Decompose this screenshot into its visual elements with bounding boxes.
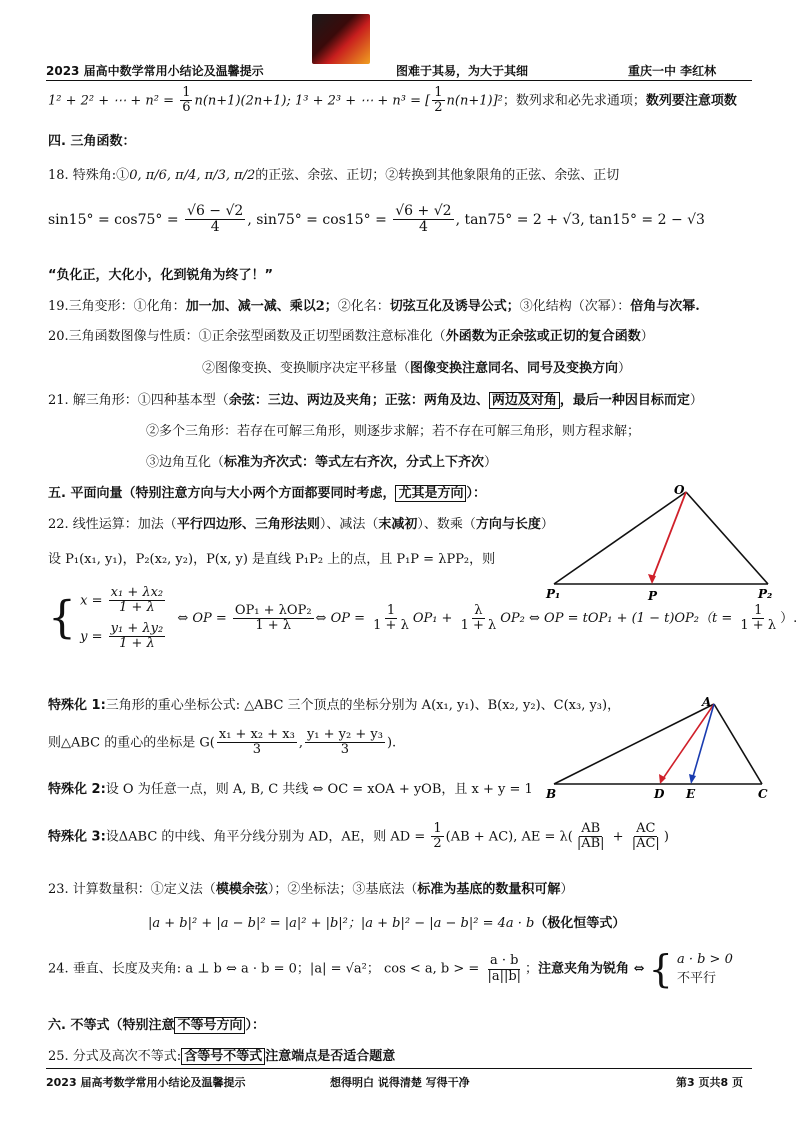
item-18-formula xyxy=(48,204,705,236)
frac-den: 1 + λ xyxy=(255,618,292,634)
header-rule xyxy=(46,80,752,81)
item-20-b: 外函数为正余弦或正切的复合函数 xyxy=(445,329,641,344)
item-19-f: 倍角与次幂. xyxy=(630,299,700,314)
special-2 xyxy=(48,778,533,797)
frac-num: √6 + √2 xyxy=(395,203,452,219)
item-20-line2 xyxy=(202,357,631,376)
item-19-c: ②化名： xyxy=(337,299,390,314)
frac-num: 1 xyxy=(434,85,443,100)
fig2-label-d: D xyxy=(654,787,665,801)
item-23-e: ） xyxy=(560,882,574,897)
fig2-label-e: E xyxy=(686,787,696,801)
formula-part: , sin75° = cos15° = xyxy=(247,211,392,228)
sum-formula-part1: 1² + 2² + ⋯ + n² = xyxy=(48,93,179,109)
item-25-b: 注意端点是否适合题意 xyxy=(265,1049,396,1064)
item-24-b: ； xyxy=(525,961,539,977)
item-22-e: ）、数乘（ xyxy=(417,517,476,532)
item-18-angles: 0, π/6, π/4, π/3, π/2 xyxy=(129,168,256,183)
sum-formula-part3: n(n+1)]² xyxy=(446,93,503,109)
system-rest: ⇔ OP = xyxy=(177,611,231,627)
figure-2 xyxy=(540,690,780,800)
item-21-a: 21. 解三角形：①四种基本型（ xyxy=(48,393,229,408)
item-22-g: ） xyxy=(540,517,554,532)
section-6-a: 六. 不等式（特别注意 xyxy=(48,1018,175,1033)
frac-den: 3 xyxy=(252,742,261,758)
frac-num: a · b xyxy=(489,953,519,969)
item-23-line1 xyxy=(48,878,573,897)
item-19-d: 切弦互化及诱导公式； xyxy=(389,299,520,314)
frac-num: 1 xyxy=(754,602,763,618)
special-1-c: , xyxy=(298,735,303,751)
frac-den: 2 xyxy=(433,836,442,852)
special-1-b: 则△ABC 的重心的坐标是 G( xyxy=(48,735,215,751)
item-21-line1 xyxy=(48,389,703,408)
item-25-boxed: 含等号不等式 xyxy=(181,1048,265,1065)
item-20-line1 xyxy=(48,325,654,344)
fig1-label-p2: P₂ xyxy=(758,587,773,601)
section-6-heading xyxy=(48,1014,265,1033)
fig2-label-b: B xyxy=(546,787,557,801)
frac-den: 2 xyxy=(434,100,443,116)
item-19-e: ③化结构（次幂）： xyxy=(519,299,631,314)
item-22-b: 平行四边形、三角形法则 xyxy=(176,517,320,532)
frac-den: |AB| xyxy=(576,836,605,852)
item-23-formula-tail: （极化恒等式） xyxy=(534,916,626,931)
frac-num: 1 xyxy=(182,85,191,100)
item-21-line2: ②多个三角形：若存在可解三角形，则逐步求解；若不存在可解三角形，则方程求解； xyxy=(146,424,641,439)
item-20-c: ） xyxy=(640,329,654,344)
special-3-c: + xyxy=(608,829,628,845)
item-24-case1: a · b > 0 xyxy=(676,952,733,967)
section-5-a: 五. 平面向量（特别注意方向与大小两个方面都要同时考虑， xyxy=(48,486,396,501)
fig1-side-right xyxy=(686,492,768,584)
item-24-a: 24. 垂直、长度及夹角: a ⊥ b ⇔ a · b = 0；|a| = √a²； cos < a, b > = xyxy=(48,961,484,977)
special-3 xyxy=(48,822,669,852)
item-24-case2: 不平行 xyxy=(676,971,716,986)
special-1-a: 三角形的重心坐标公式: △ABC 三个顶点的坐标分别为 A(x₁, y₁)、B(x₂, y₂)、C(x₃, y₃)， xyxy=(105,698,621,713)
fig2-bisector-ae xyxy=(692,704,714,780)
item-18-line1 xyxy=(48,164,619,183)
item-24 xyxy=(48,947,733,991)
system-rest: ）. xyxy=(780,611,797,627)
fig1-side-left xyxy=(554,492,686,584)
item-18-text-a: 18. 特殊角:① xyxy=(48,168,130,183)
section-6-boxed: 不等号方向 xyxy=(174,1017,245,1034)
formula-part: , tan75° = 2 + √3, tan15° = 2 − √3 xyxy=(455,211,705,228)
frac-den: |a||b| xyxy=(487,968,522,984)
frac-num: 1 xyxy=(433,821,442,836)
item-20-line2c: ） xyxy=(618,361,632,376)
item-20-line2a: ②图像变换、变换顺序决定平移量（ xyxy=(202,361,411,376)
item-22-line1 xyxy=(48,513,554,532)
item-20-a: 20.三角函数图像与性质：①正余弦型函数及正切型函数注意标准化（ xyxy=(48,329,446,344)
item-22-c: ）、减法（ xyxy=(319,517,379,532)
item-23-b: 模模余弦 xyxy=(215,882,268,897)
frac-num: AC xyxy=(636,821,656,836)
frac-den: 4 xyxy=(418,219,428,236)
frac-num: λ xyxy=(474,602,483,618)
section-5-b: ）： xyxy=(466,486,486,501)
fig2-arrowhead-e xyxy=(689,774,696,784)
frac-num: y₁ + y₂ + y₃ xyxy=(306,727,383,742)
item-21-boxed: 两边及对角 xyxy=(489,392,560,409)
item-23-a: 23. 计算数量积：①定义法（ xyxy=(48,882,216,897)
sum-formula-tail: ；数列求和必先求通项； xyxy=(502,93,646,109)
special-1-line1 xyxy=(48,694,620,713)
frac-den: 1 + λ xyxy=(119,635,155,651)
item-19-a: 19.三角变形：①化角： xyxy=(48,299,186,314)
fig1-label-p: P xyxy=(648,589,658,603)
special-2-a: 设 O 为任意一点，则 A, B, C 共线 ⇔ OC = xOA + yOB，且 x + y = 1 xyxy=(105,782,533,797)
frac-den: 1 + λ xyxy=(119,600,155,616)
item-19-b: 加一加、减一减、乘以2； xyxy=(185,299,338,314)
item-21-line3c: ） xyxy=(484,455,498,470)
special-1-line2 xyxy=(48,728,396,758)
special-3-d: ) xyxy=(663,829,669,845)
system-rest: OP₂ ⇔ OP = tOP₁ + (1 − t)OP₂（t = xyxy=(500,611,737,627)
fig2-median-ad xyxy=(662,704,714,780)
footer-left: 2023 届高考数学常用小结论及温馨提示 xyxy=(46,1076,246,1089)
system-equations xyxy=(80,586,167,651)
sum-formula-tail-bold: 数列要注意项数 xyxy=(645,93,737,109)
frac-den: |AC| xyxy=(631,836,660,852)
item-24-cases xyxy=(677,952,733,986)
frac-den: 6 xyxy=(182,100,191,116)
header-logo xyxy=(312,14,370,64)
system-rest: ⇔ OP = xyxy=(315,611,370,627)
formula-part: sin15° = cos75° = xyxy=(48,211,184,228)
item-25 xyxy=(48,1045,395,1064)
item-23-c: ）；②坐标法；③基底法（ xyxy=(267,882,418,897)
frac-num: √6 − √2 xyxy=(187,203,244,219)
item-21-line3b: 标准为齐次式：等式左右齐次，分式上下齐次 xyxy=(224,455,485,470)
item-21-b: 余弦：三边、两边及夹角；正弦：两角及边、 xyxy=(228,393,489,408)
item-20-line2b: 图像变换注意同名、同号及变换方向 xyxy=(410,361,619,376)
system-x: x = $\frac{\text{x₁ + λx₂}}{1 + \lambda}$ xyxy=(80,585,164,616)
frac-den: 1 + λ xyxy=(740,618,777,634)
special-3-a: 设ΔABC 的中线、角平分线分别为 AD，AE，则 AD = xyxy=(105,829,430,845)
item-21-c: ，最后一种因目标而定 xyxy=(559,393,690,408)
item-19 xyxy=(48,295,700,314)
system-brace: { xyxy=(48,592,76,644)
frac-num: OP₁ + λOP₂ xyxy=(234,602,312,618)
fig1-label-p1: P₁ xyxy=(546,587,561,601)
frac-num: 1 xyxy=(386,602,396,618)
item-23-formula xyxy=(148,912,625,931)
fig2-side-right xyxy=(714,704,762,784)
sum-formula-part2: n(n+1)(2n+1); 1³ + 2³ + ⋯ + n³ = [ xyxy=(194,93,431,109)
item-22-line2: 设 P₁(x₁, y₁)，P₂(x₂, y₂)，P(x, y) 是直线 P₁P₂ 上的点，且 P₁P = λPP₂，则 xyxy=(48,552,496,567)
item-24-brace: { xyxy=(648,947,673,991)
frac-den: 1 + λ xyxy=(373,618,409,634)
quote: “负化正，大化小，化到锐角为终了！” xyxy=(48,268,274,283)
sum-formula xyxy=(48,86,737,116)
special-1-d: ). xyxy=(386,735,397,751)
frac-num: x₁ + x₂ + x₃ xyxy=(218,727,295,742)
frac-num: y₁ + λy₂ xyxy=(110,620,164,636)
item-22-f: 方向与长度 xyxy=(475,517,541,532)
special-3-b: (AB + AC), AE = λ( xyxy=(445,829,573,845)
item-22-a: 22. 线性运算：加法（ xyxy=(48,517,177,532)
frac-den: 3 xyxy=(340,742,350,758)
item-24-c: 注意夹角为锐角 ⇔ xyxy=(538,961,645,977)
item-21-d: ） xyxy=(689,393,703,408)
fig2-label-c: C xyxy=(758,787,768,801)
footer-right: 第3 页共8 页 xyxy=(676,1076,743,1089)
footer-rule xyxy=(46,1068,752,1069)
fig2-side-left xyxy=(554,704,714,784)
section-5-boxed: 尤其是方向 xyxy=(395,485,466,502)
system-y: y = $\frac{\text{y₁ + λy₂}}{1 + \lambda}$ xyxy=(80,620,164,651)
fig1-vector-op xyxy=(652,492,686,580)
frac-den: 4 xyxy=(210,219,220,236)
fig2-label-a: A xyxy=(702,695,712,709)
frac-num: AB xyxy=(581,821,601,836)
footer-center: 想得明白 说得清楚 写得干净 xyxy=(330,1076,470,1089)
section-5-heading xyxy=(48,482,486,501)
system-rest: OP₁ + xyxy=(412,611,457,627)
header-center: 图难于其易，为大于其细 xyxy=(396,64,529,78)
fig1-arrowhead xyxy=(648,574,656,584)
item-21-line3 xyxy=(146,451,497,470)
fig1-label-o: O xyxy=(674,483,685,497)
item-21-line3a: ③边角互化（ xyxy=(146,455,225,470)
header-left: 2023 届高中数学常用小结论及温馨提示 xyxy=(46,64,264,78)
item-25-a: 25. 分式及高次不等式: xyxy=(48,1049,182,1064)
special-1-label: 特殊化 1: xyxy=(48,698,106,713)
item-22-system xyxy=(48,586,797,651)
frac-num: x₁ + λx₂ xyxy=(110,585,164,600)
section-6-b: ）： xyxy=(245,1018,265,1033)
section-4-heading: 四. 三角函数： xyxy=(48,134,136,149)
item-23-formula-text: |a + b|² + |a − b|² = |a|² + |b|²；|a + b|² − |a − b|² = 4a · b xyxy=(148,916,535,931)
frac-den: 1 + λ xyxy=(460,618,497,634)
header-right: 重庆一中 李红林 xyxy=(628,64,717,78)
item-23-d: 标准为基底的数量积可解 xyxy=(417,882,561,897)
item-22-d: 末减初 xyxy=(378,517,418,532)
special-2-label: 特殊化 2: xyxy=(48,782,106,797)
item-18-text-b: 的正弦、余弦、正切；②转换到其他象限角的正弦、余弦、正切 xyxy=(255,168,620,183)
special-3-label: 特殊化 3: xyxy=(48,829,106,845)
